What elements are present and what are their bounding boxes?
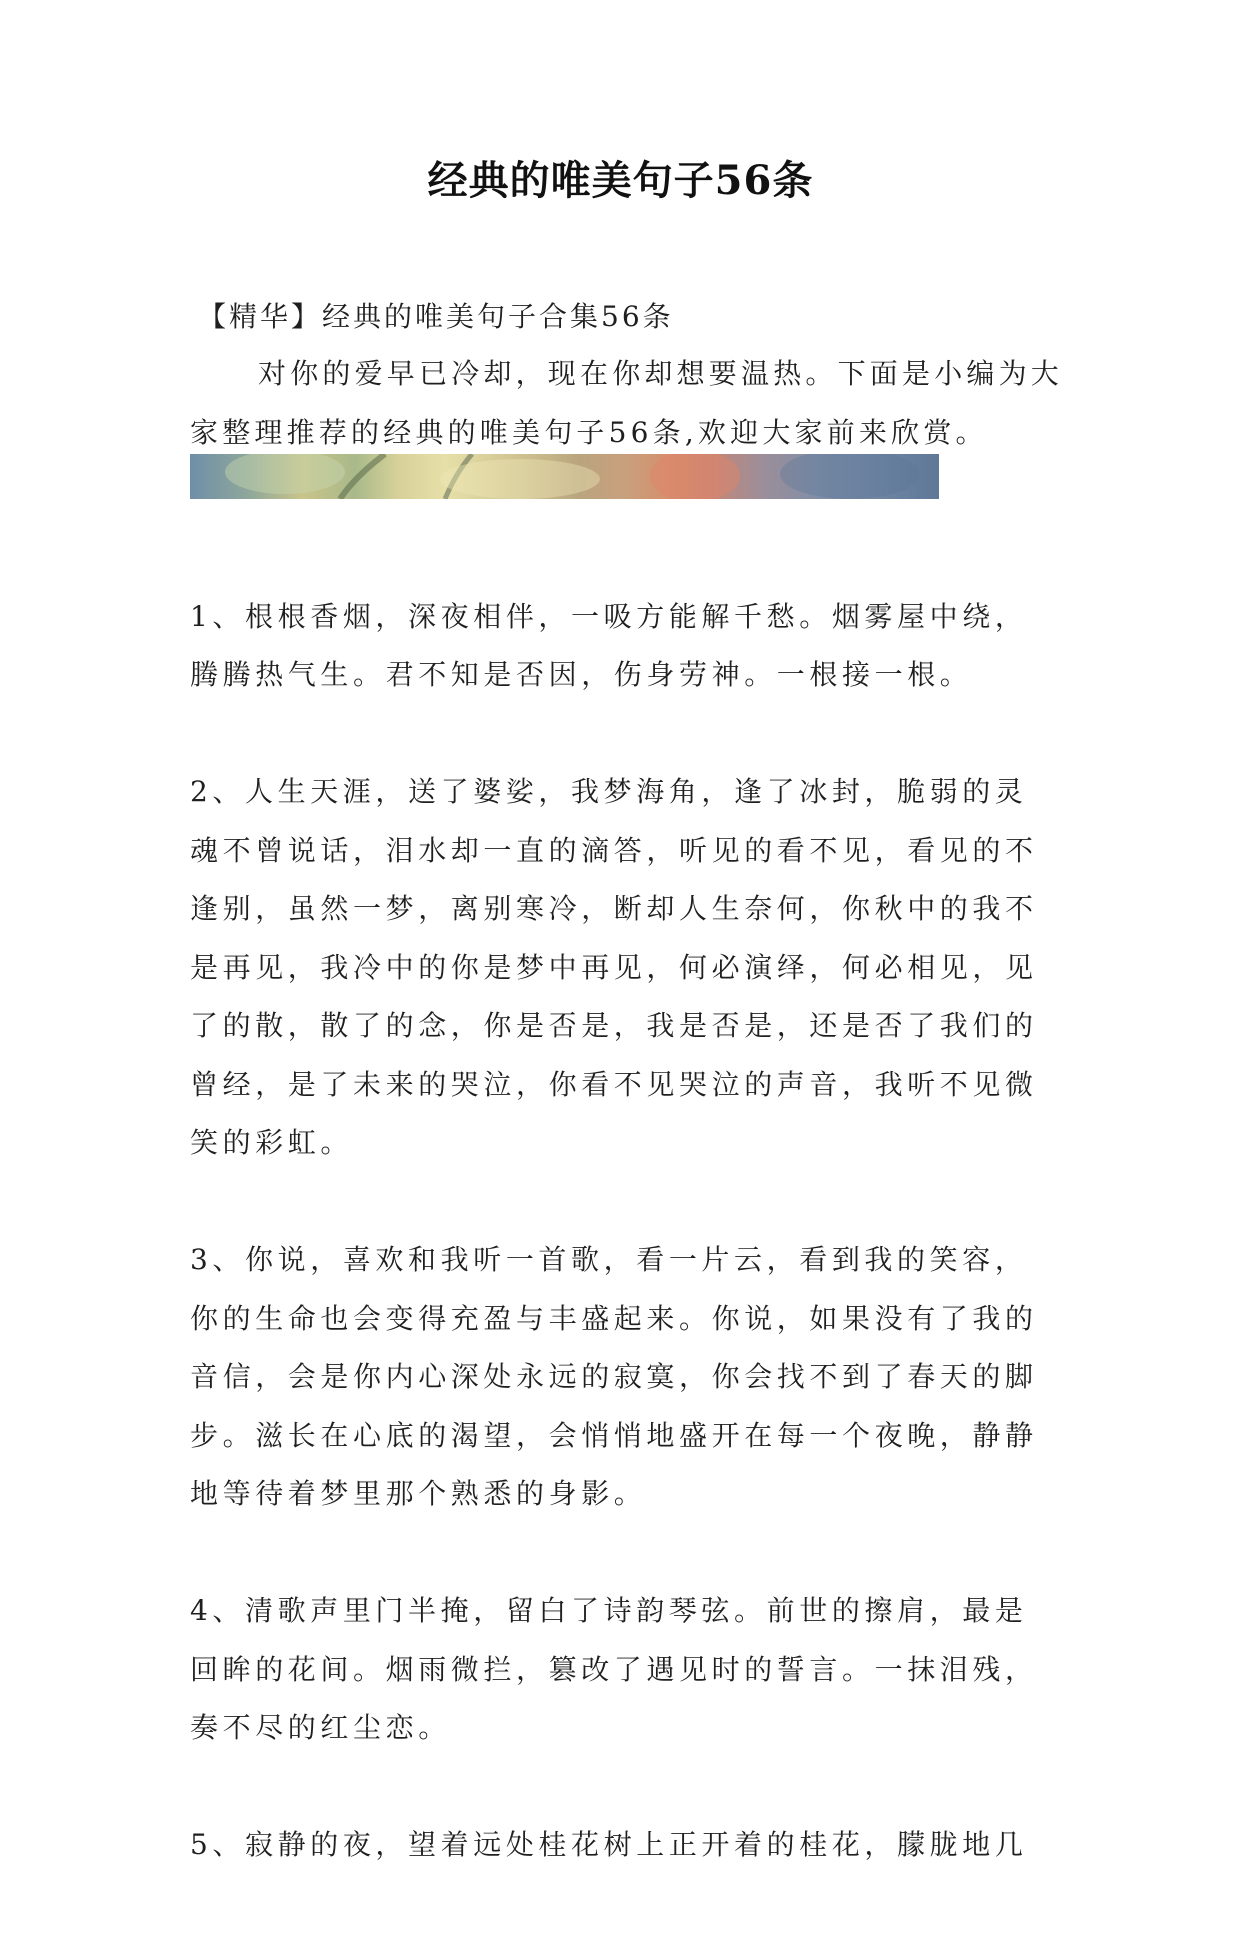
list-item: 3、你说，喜欢和我听一首歌，看一片云，看到我的笑容， 你的生命也会变得充盈与丰盛起来。你说，如果没有了我的 音信，会是你内心深处永远的寂寞，你会找不到了春天的脚 步。滋长在心底的渴望，会悄悄地盛开在每一个夜晚，静静 地等待着梦里那个熟悉的身影。 [190,1243,1038,1510]
list-item: 2、人生天涯，送了婆娑，我梦海角，逢了冰封，脆弱的灵 魂不曾说话，泪水却一直的滴答，听见的看不见，看见的不 逢别，虽然一梦，离别寒冷，断却人生奈何，你秋中的我不 是再见，我冷中的你是梦中再见，何必演绎，何必相见，见 了的散，散了的念，你是否是，我是否是，还是否了我们的 曾经，是了未来的哭泣，你看不见哭泣的声音，我听不见微 笑的彩虹。 [190,775,1038,1159]
banner-brushstrokes [190,454,939,499]
sentence-list [190,529,1070,1933]
document-subtitle: 【精华】经典的唯美句子合集56条 [198,300,674,333]
list-item: 4、清歌声里门半掩，留白了诗韵琴弦。前世的擦肩，最是 回眸的花间。烟雨微拦，篡改了遇见时的誓言。一抹泪残， 奏不尽的红尘恋。 [190,1594,1038,1744]
list-item: 5、寂静的夜，望着远处桂花树上正开着的桂花，朦胧地几 [190,1828,1028,1861]
intro-paragraph: 对你的爱早已冷却，现在你却想要温热。下面是小编为大家整理推荐的经典的唯美句子56条,欢迎大家前来欣赏。 [190,357,1064,449]
decorative-banner-image [190,454,939,499]
list-item: 1、根根香烟，深夜相伴，一吸方能解千愁。烟雾屋中绕， 腾腾热气生。君不知是否因，伤身劳神。一根接一根。 [190,599,1028,691]
document-title: 经典的唯美句子56条 [427,157,814,204]
